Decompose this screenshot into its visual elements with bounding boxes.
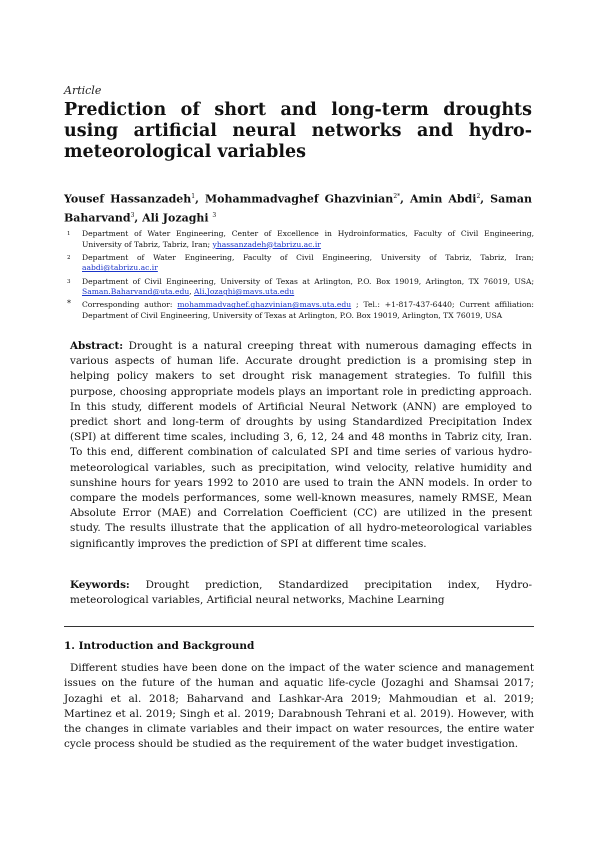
affiliation-item bbox=[64, 277, 534, 298]
affiliation-text: Department of Water Engineering, Faculty of Civil Engineering, University of Tabriz, Tabriz, Iran; bbox=[82, 252, 534, 262]
section-body-paragraph: Different studies have been done on the impact of the water science and management issues on the future of the human and aquatic life-cycle (Jozaghi and Shamsai 2017; Jozaghi et al. 2018; Baharvand and Lashkar-Ara 2019; Mahmoudian et al. 2019; Martinez et al. 2019; Singh et al. 2019; Darabnoush Tehrani et al. 2019). However, with the changes in climate variables and their impact on water resources, the entire water cycle process should be studied as the requirement of the water budget investigation. bbox=[64, 662, 534, 751]
author-email-link[interactable]: Ali.Jozaghi@mavs.uta.edu bbox=[194, 287, 295, 297]
keywords-text: Drought prediction, Standardized precipitation index, Hydro-meteorological variables, Artificial neural networks, Machine Learning bbox=[70, 579, 532, 607]
abstract-label: Abstract: bbox=[70, 340, 124, 352]
corresponding-mark: * bbox=[67, 299, 71, 309]
corresponding-details: ; Tel.: +1-817-437-6440; Current affiliation: Department of Civil Engineering, University of Texas at Arlington, P.O. Box 19019, Arlington, TX 76019, USA bbox=[82, 300, 534, 320]
author-email-link[interactable]: Saman.Baharvand@uta.edu bbox=[82, 287, 190, 297]
affiliation-mark: 2 bbox=[67, 254, 71, 261]
keywords-label: Keywords: bbox=[70, 579, 130, 591]
author-name: Mohammadvaghef Ghazvinian bbox=[204, 192, 394, 206]
author-name: Saman Baharvand bbox=[64, 192, 532, 225]
abstract-paragraph bbox=[70, 339, 532, 552]
author-affiliation-mark: 2 bbox=[476, 193, 481, 200]
paper-title: Prediction of short and long-term droughts using artificial neural networks and hydro-meteorological variables bbox=[64, 100, 532, 162]
corresponding-author-item bbox=[64, 300, 534, 321]
email-separator: , bbox=[189, 287, 195, 297]
author-name: Amin Abdi bbox=[410, 192, 477, 206]
keywords-paragraph bbox=[70, 578, 532, 608]
article-type-label: Article bbox=[64, 84, 102, 97]
author-name: Ali Jozaghi bbox=[142, 211, 209, 225]
section-divider bbox=[64, 626, 534, 627]
author-affiliation-mark: 3 bbox=[130, 211, 135, 219]
affiliation-text: Department of Civil Engineering, University of Texas at Arlington, P.O. Box 19019, Arlington, TX 76019, USA; bbox=[82, 276, 534, 286]
affiliation-list bbox=[64, 229, 534, 324]
author-affiliation-mark: 3 bbox=[212, 211, 217, 219]
author-list: Yousef Hassanzadeh$^1$, Mohammadvaghef Ghazvinian$^{2*}$, Amin Abdi$^2$, Saman Baharvand$^3$, Ali Jozaghi $^3$ bbox=[64, 192, 532, 225]
affiliation-mark: 3 bbox=[67, 278, 71, 285]
corresponding-prefix: Corresponding author: bbox=[82, 300, 178, 310]
affiliation-item bbox=[64, 253, 534, 274]
affiliation-mark: 1 bbox=[67, 231, 71, 237]
author-email-link[interactable]: aabdi@tabrizu.ac.ir bbox=[82, 263, 158, 273]
affiliation-item bbox=[64, 229, 534, 250]
corresponding-email-link[interactable]: mohammadvaghef.ghazvinian@mavs.uta.edu bbox=[177, 300, 352, 310]
abstract-text: Drought is a natural creeping threat with numerous damaging effects in various aspects of human life. Accurate drought prediction is a promising step in helping policy makers to set drought risk management strategies. To fulfill this purpose, choosing appropriate models plays an important role in predicting approach. In this study, different models of Artificial Neural Network (ANN) are employed to predict short and long-term of droughts by using Standardized Precipitation Index (SPI) at different time scales, including 3, 6, 12, 24 and 48 months in Tabriz city, Iran. To this end, different combination of calculated SPI and time series of various hydro-meteorological variables, such as precipitation, wind velocity, relative humidity and sunshine hours for years 1992 to 2010 are used to train the ANN models. In order to compare the models performances, some well-known measures, namely RMSE, Mean Absolute Error (MAE) and Correlation Coefficient (CC) are utilized in the present study. The results illustrate that the application of all hydro-meteorological variables significantly improves the prediction of SPI at different time scales. bbox=[70, 340, 532, 550]
author-name: Yousef Hassanzadeh bbox=[64, 192, 192, 206]
author-email-link[interactable]: yhassanzadeh@tabrizu.ac.ir bbox=[212, 239, 321, 249]
author-affiliation-mark: 1 bbox=[191, 193, 196, 200]
affiliation-text: Department of Water Engineering, Center of Excellence in Hydroinformatics, Faculty of Civil Engineering, University of Tabriz, Tabriz, Iran; bbox=[82, 229, 534, 249]
author-affiliation-mark: 2* bbox=[393, 193, 401, 200]
section-heading: 1. Introduction and Background bbox=[64, 640, 255, 652]
